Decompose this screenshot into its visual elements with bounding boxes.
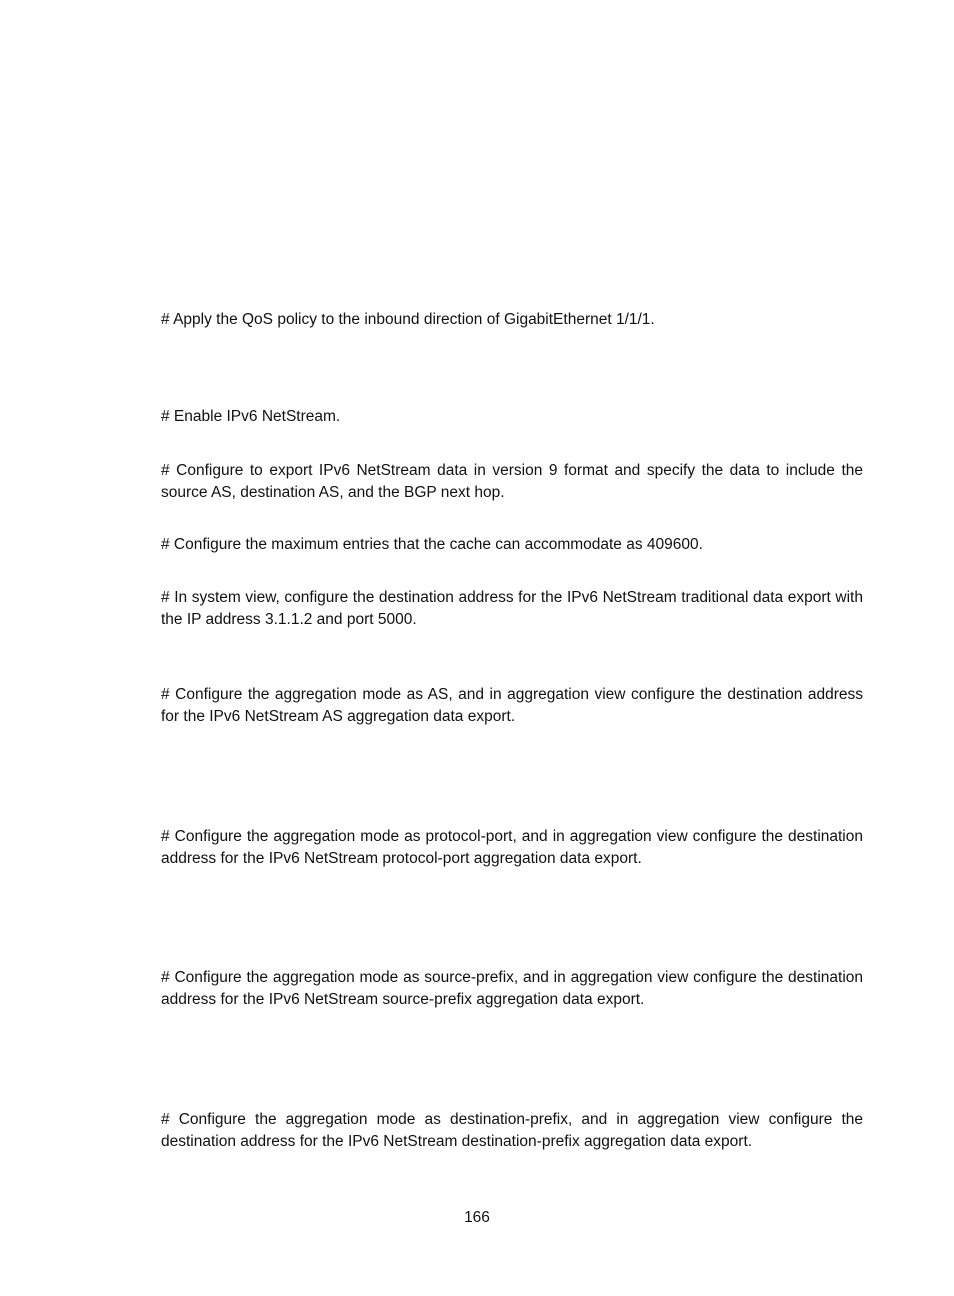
step-cache-max-entries: # Configure the maximum entries that the cache can accommodate as 409600. [161,536,703,553]
step-traditional-export-destination: # In system view, configure the destination address for the IPv6 NetStream traditional data export with the IP address 3.1.1.2 and port 5000. [161,589,863,628]
step-enable-ipv6-netstream: # Enable IPv6 NetStream. [161,408,341,425]
step-apply-qos-policy: # Apply the QoS policy to the inbound direction of GigabitEthernet 1/1/1. [161,311,655,328]
step-destination-prefix-aggregation: # Configure the aggregation mode as destination-prefix, and in aggregation view configure the destination address for the IPv6 NetStream destination-prefix aggregation data export. [161,1111,863,1150]
step-source-prefix-aggregation: # Configure the aggregation mode as source-prefix, and in aggregation view configure the destination address for the IPv6 NetStream source-prefix aggregation data export. [161,969,863,1008]
step-protocol-port-aggregation: # Configure the aggregation mode as protocol-port, and in aggregation view configure the destination address for the IPv6 NetStream protocol-port aggregation data export. [161,828,863,867]
step-export-version-9: # Configure to export IPv6 NetStream data in version 9 format and specify the data to include the source AS, destination AS, and the BGP next hop. [161,462,863,501]
page-number: 166 [464,1209,490,1226]
step-as-aggregation: # Configure the aggregation mode as AS, and in aggregation view configure the destination address for the IPv6 NetStream AS aggregation data export. [161,686,863,725]
